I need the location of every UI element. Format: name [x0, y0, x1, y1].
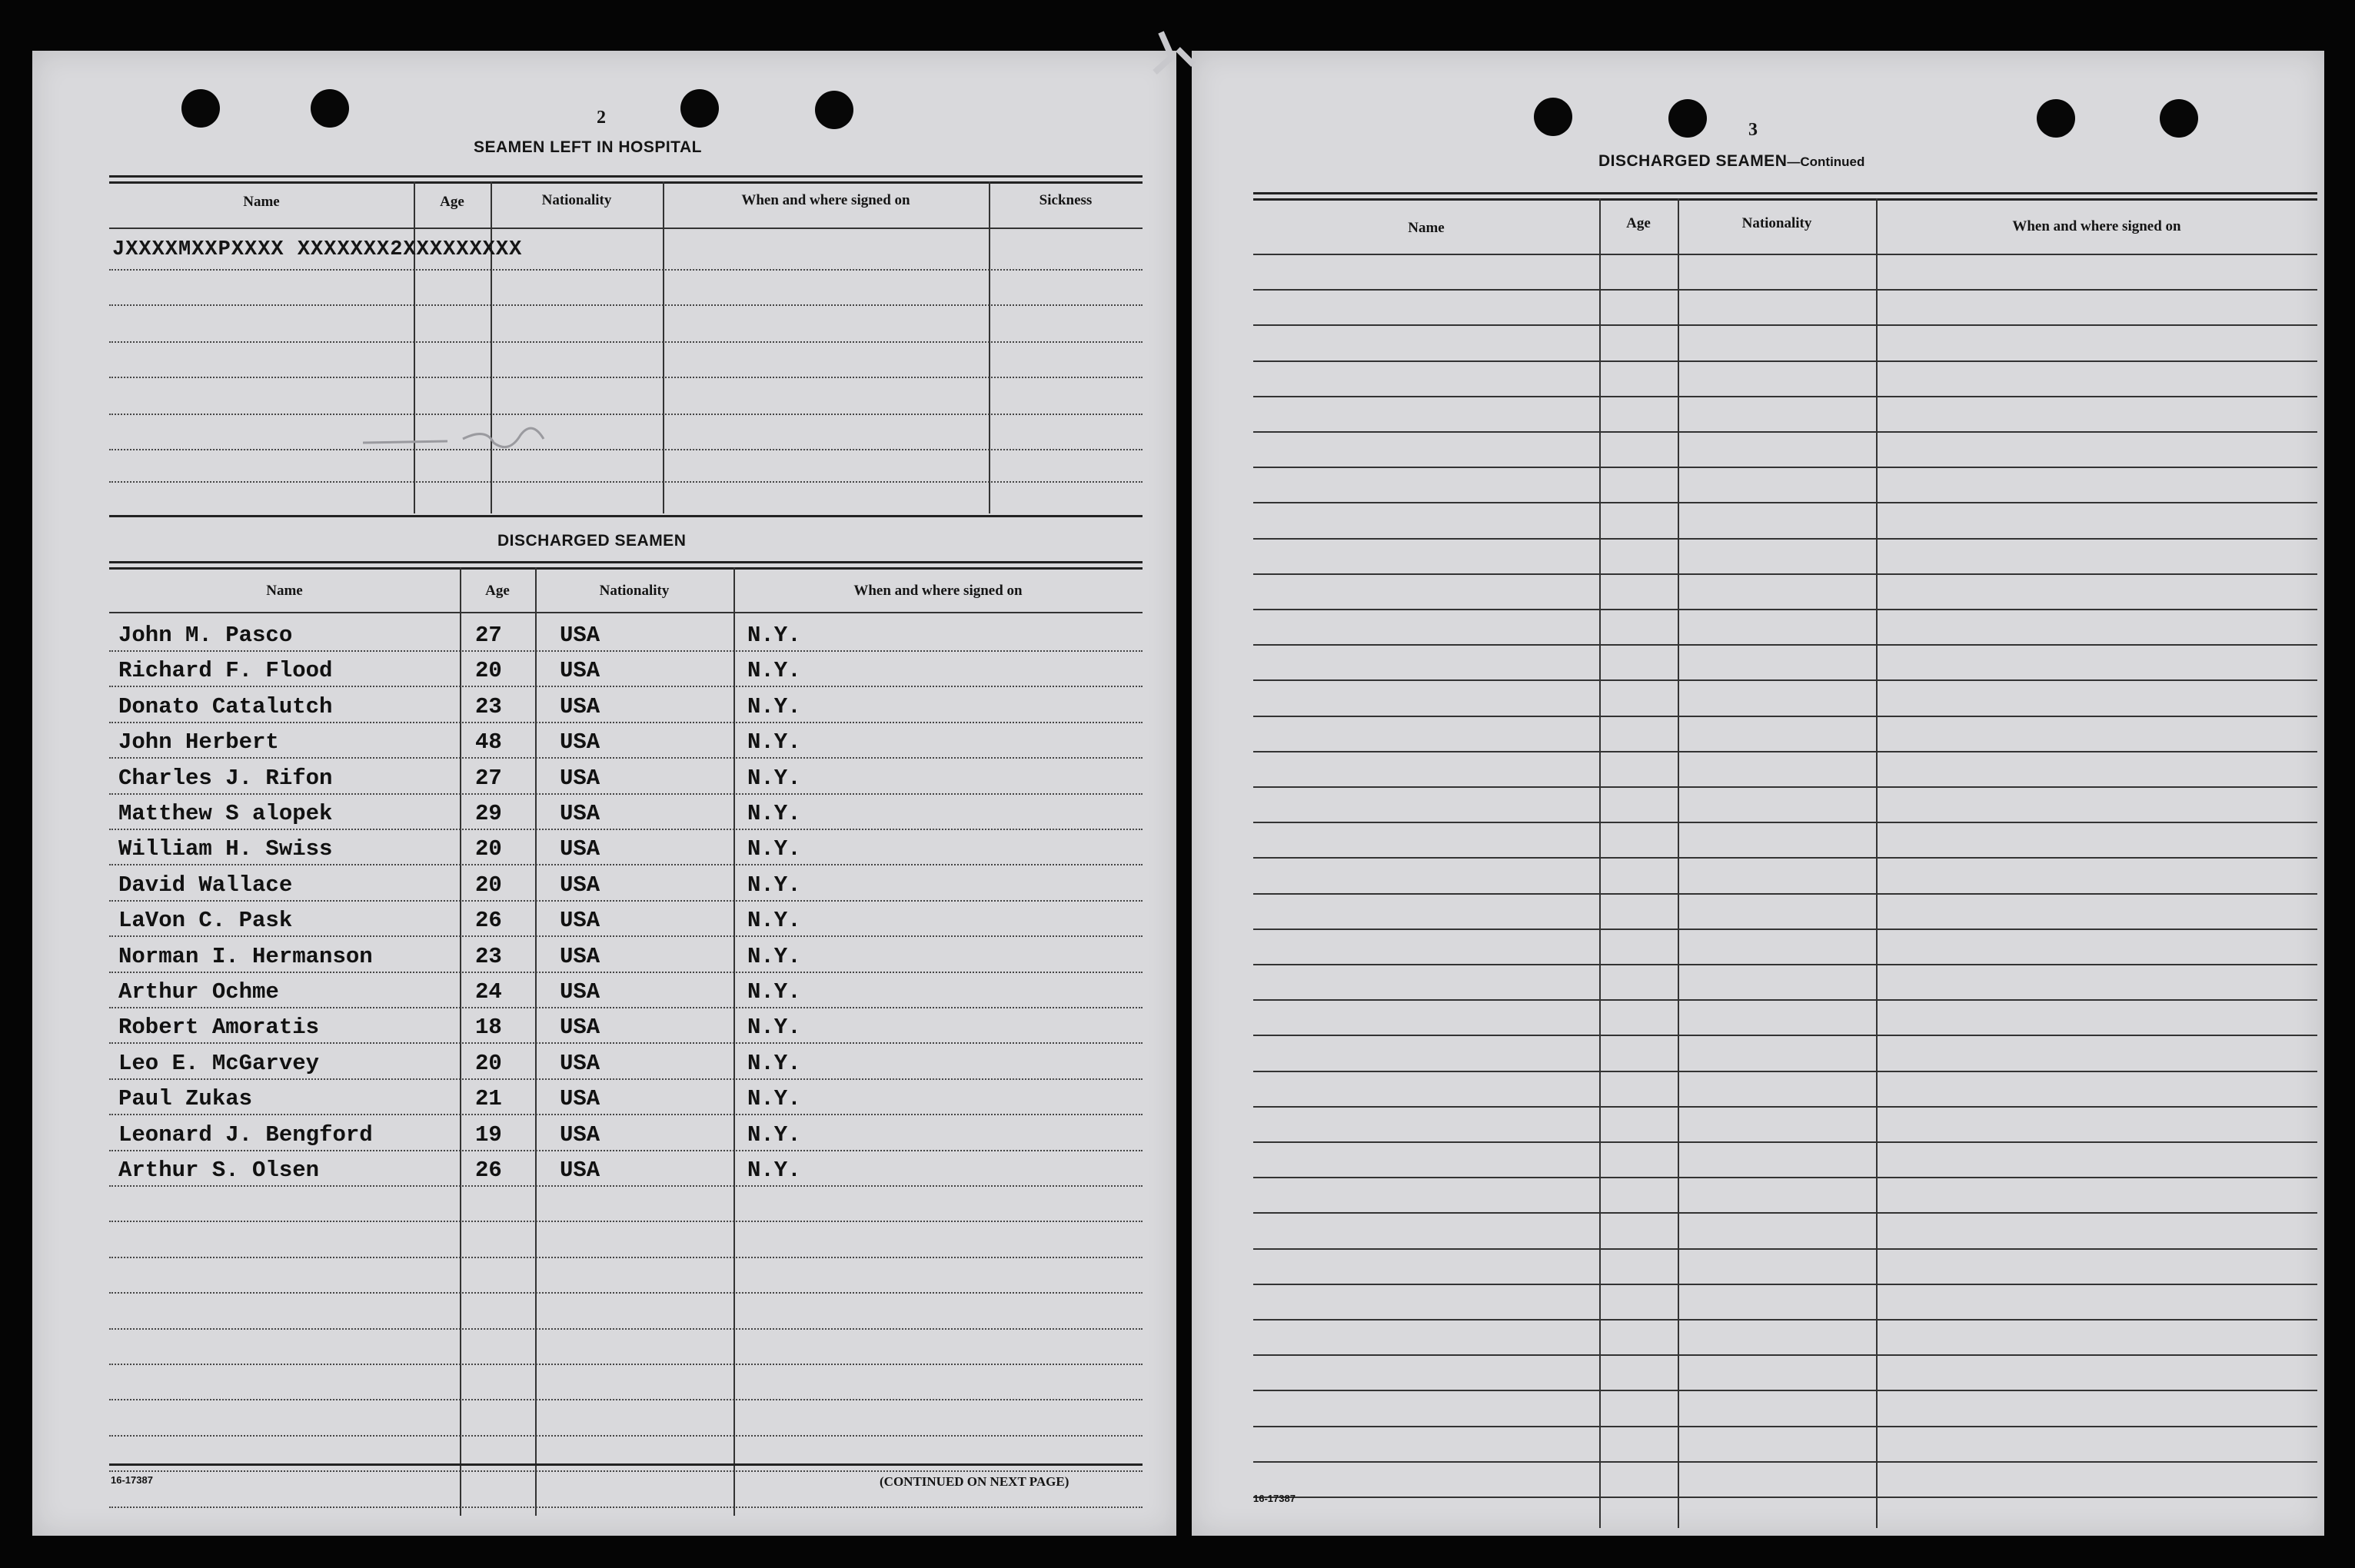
- row-rule: [1253, 1106, 2317, 1108]
- row-rule: [1253, 822, 2317, 823]
- row-rule: [1253, 1141, 2317, 1143]
- seaman-nationality: USA: [560, 765, 600, 791]
- seaman-name: William H. Swiss: [118, 836, 333, 862]
- seaman-age: 23: [475, 943, 502, 969]
- hospital-section-title: SEAMEN LEFT IN HOSPITAL: [474, 138, 702, 156]
- row-rule: [1253, 716, 2317, 717]
- right-section-title-suffix: —Continued: [1787, 154, 1865, 169]
- row-rule: [1253, 396, 2317, 397]
- seaman-name: Richard F. Flood: [118, 658, 333, 684]
- seaman-signed-on: N.Y.: [747, 658, 801, 684]
- binder-hole: [2160, 99, 2198, 138]
- seaman-signed-on: N.Y.: [747, 1050, 801, 1076]
- row-rule: [109, 757, 1143, 759]
- hospital-col-signed-on: When and where signed on: [741, 192, 910, 208]
- row-rule: [109, 1257, 1143, 1258]
- right-col-age: Age: [1626, 215, 1651, 231]
- hospital-col-sickness: Sickness: [1039, 192, 1093, 208]
- seaman-signed-on: N.Y.: [747, 1121, 801, 1148]
- row-rule: [1253, 502, 2317, 503]
- right-col-name: Name: [1408, 220, 1445, 236]
- row-rule: [109, 935, 1143, 937]
- seaman-nationality: USA: [560, 1015, 600, 1041]
- seaman-age: 20: [475, 1050, 502, 1076]
- seaman-age: 27: [475, 623, 502, 648]
- row-rule: [1253, 999, 2317, 1001]
- seaman-signed-on: N.Y.: [747, 872, 801, 898]
- seaman-nationality: USA: [560, 623, 600, 648]
- seaman-age: 27: [475, 765, 502, 791]
- row-rule: [109, 793, 1143, 795]
- row-rule: [109, 686, 1143, 687]
- discharged-col-age: Age: [485, 583, 510, 599]
- row-rule: [109, 1007, 1143, 1008]
- table-bottom-rule: [109, 1463, 1143, 1466]
- row-rule: [1253, 786, 2317, 788]
- row-rule: [1253, 1497, 2317, 1498]
- discharged-section-title: DISCHARGED SEAMEN: [497, 532, 687, 550]
- row-rule: [1253, 1177, 2317, 1178]
- row-rule: [1253, 1426, 2317, 1427]
- seaman-age: 24: [475, 979, 502, 1005]
- row-rule: [1253, 1248, 2317, 1250]
- binder-hole: [181, 89, 220, 128]
- row-rule: [109, 829, 1143, 830]
- row-rule: [1253, 254, 2317, 255]
- row-rule: [1253, 1354, 2317, 1356]
- seaman-age: 23: [475, 693, 502, 719]
- row-rule: [109, 1507, 1143, 1508]
- row-rule: [1253, 857, 2317, 859]
- row-rule: [109, 1078, 1143, 1080]
- row-rule: [1253, 964, 2317, 965]
- row-rule: [109, 900, 1143, 902]
- row-rule: [1253, 1284, 2317, 1285]
- row-rule: [109, 1470, 1143, 1472]
- row-rule: [1253, 1319, 2317, 1321]
- seaman-name: LaVon C. Pask: [118, 908, 293, 934]
- seaman-age: 20: [475, 872, 502, 898]
- binder-hole: [1668, 99, 1707, 138]
- row-rule: [109, 1292, 1143, 1294]
- seaman-name: Matthew S alopek: [118, 801, 333, 826]
- hospital-col-age: Age: [440, 194, 464, 210]
- row-rule: [109, 972, 1143, 973]
- seaman-age: 29: [475, 801, 502, 826]
- seaman-signed-on: N.Y.: [747, 836, 801, 862]
- page-number: 2: [597, 108, 606, 128]
- seaman-nationality: USA: [560, 943, 600, 969]
- seaman-age: 26: [475, 908, 502, 934]
- binder-hole: [680, 89, 719, 128]
- seaman-name: Donato Catalutch: [118, 693, 333, 719]
- seaman-nationality: USA: [560, 1050, 600, 1076]
- seaman-age: 20: [475, 836, 502, 862]
- row-rule: [1253, 679, 2317, 681]
- row-rule: [109, 864, 1143, 865]
- seaman-name: Arthur S. Olsen: [118, 1158, 320, 1183]
- right-page: [1192, 51, 2324, 1536]
- seaman-age: 19: [475, 1121, 502, 1148]
- seaman-signed-on: N.Y.: [747, 693, 801, 719]
- seaman-signed-on: N.Y.: [747, 979, 801, 1005]
- faint-signature: [355, 412, 601, 458]
- struck-out-entry: JXXXXMXXPXXXX XXXXXXX2XXXXXXXXX: [112, 238, 523, 261]
- form-number: 16-17387: [111, 1474, 153, 1486]
- seaman-name: Charles J. Rifon: [118, 765, 333, 791]
- row-rule: [109, 722, 1143, 723]
- seaman-nationality: USA: [560, 801, 600, 826]
- row-rule: [109, 1150, 1143, 1151]
- row-rule: [1253, 644, 2317, 646]
- row-rule: [1253, 1035, 2317, 1036]
- row-rule: [1253, 1390, 2317, 1391]
- seaman-signed-on: N.Y.: [747, 623, 801, 648]
- seaman-name: Paul Zukas: [118, 1086, 253, 1112]
- seaman-nationality: USA: [560, 908, 600, 934]
- discharged-col-signed-on: When and where signed on: [853, 583, 1023, 599]
- seaman-signed-on: N.Y.: [747, 1015, 801, 1041]
- seaman-nationality: USA: [560, 979, 600, 1005]
- row-rule: [109, 650, 1143, 652]
- seaman-signed-on: N.Y.: [747, 908, 801, 934]
- staple-mark: [1124, 26, 1216, 88]
- row-rule: [1253, 360, 2317, 362]
- discharged-col-nationality: Nationality: [599, 583, 670, 599]
- row-rule: [1253, 893, 2317, 895]
- row-rule: [109, 1328, 1143, 1330]
- binder-hole: [1534, 98, 1572, 136]
- row-rule: [1253, 751, 2317, 752]
- form-number: 16-17387: [1253, 1493, 1296, 1504]
- right-col-nationality: Nationality: [1741, 215, 1812, 231]
- seaman-nationality: USA: [560, 1158, 600, 1183]
- seaman-signed-on: N.Y.: [747, 1158, 801, 1183]
- seaman-age: 18: [475, 1015, 502, 1041]
- row-rule: [1253, 538, 2317, 540]
- seaman-nationality: USA: [560, 658, 600, 684]
- row-rule: [1253, 324, 2317, 326]
- row-rule: [1253, 1461, 2317, 1463]
- left-page: [32, 51, 1176, 1536]
- seaman-signed-on: N.Y.: [747, 1086, 801, 1112]
- seaman-name: John Herbert: [118, 729, 279, 756]
- seaman-nationality: USA: [560, 836, 600, 862]
- row-rule: [109, 1042, 1143, 1044]
- row-rule: [1253, 1212, 2317, 1214]
- right-col-signed-on: When and where signed on: [2012, 218, 2181, 234]
- row-rule: [1253, 289, 2317, 291]
- seaman-name: Robert Amoratis: [118, 1015, 320, 1041]
- seaman-age: 26: [475, 1158, 502, 1183]
- binder-hole: [815, 91, 853, 129]
- right-section-title: [1598, 152, 1864, 171]
- discharged-col-name: Name: [266, 583, 303, 599]
- row-rule: [1253, 929, 2317, 930]
- seaman-nationality: USA: [560, 1086, 600, 1112]
- row-rule: [109, 1114, 1143, 1115]
- right-section-title-text: DISCHARGED SEAMEN: [1598, 152, 1788, 170]
- row-rule: [109, 1221, 1143, 1222]
- seaman-nationality: USA: [560, 872, 600, 898]
- continued-note: (CONTINUED ON NEXT PAGE): [880, 1474, 1069, 1489]
- row-rule: [1253, 467, 2317, 468]
- seaman-age: 20: [475, 658, 502, 684]
- row-rule: [109, 1185, 1143, 1187]
- seaman-signed-on: N.Y.: [747, 801, 801, 826]
- seaman-age: 48: [475, 729, 502, 756]
- seaman-name: Arthur Ochme: [118, 979, 279, 1005]
- seaman-name: Norman I. Hermanson: [118, 943, 373, 969]
- row-rule: [109, 1435, 1143, 1437]
- row-rule: [1253, 573, 2317, 575]
- seaman-name: John M. Pasco: [118, 623, 293, 648]
- hospital-col-name: Name: [243, 194, 280, 210]
- seaman-signed-on: N.Y.: [747, 943, 801, 969]
- row-rule: [109, 1364, 1143, 1365]
- hospital-col-nationality: Nationality: [541, 192, 612, 208]
- row-rule: [1253, 1071, 2317, 1072]
- row-rule: [1253, 609, 2317, 610]
- seaman-nationality: USA: [560, 1121, 600, 1148]
- seaman-signed-on: N.Y.: [747, 765, 801, 791]
- seaman-name: Leo E. McGarvey: [118, 1050, 320, 1076]
- binder-hole: [311, 89, 349, 128]
- seaman-age: 21: [475, 1086, 502, 1112]
- binder-hole: [2037, 99, 2075, 138]
- seaman-signed-on: N.Y.: [747, 729, 801, 756]
- page-number: 3: [1748, 120, 1758, 140]
- row-rule: [109, 1399, 1143, 1400]
- seaman-name: Leonard J. Bengford: [118, 1121, 373, 1148]
- seaman-nationality: USA: [560, 693, 600, 719]
- row-rule: [1253, 431, 2317, 433]
- seaman-nationality: USA: [560, 729, 600, 756]
- seaman-name: David Wallace: [118, 872, 293, 898]
